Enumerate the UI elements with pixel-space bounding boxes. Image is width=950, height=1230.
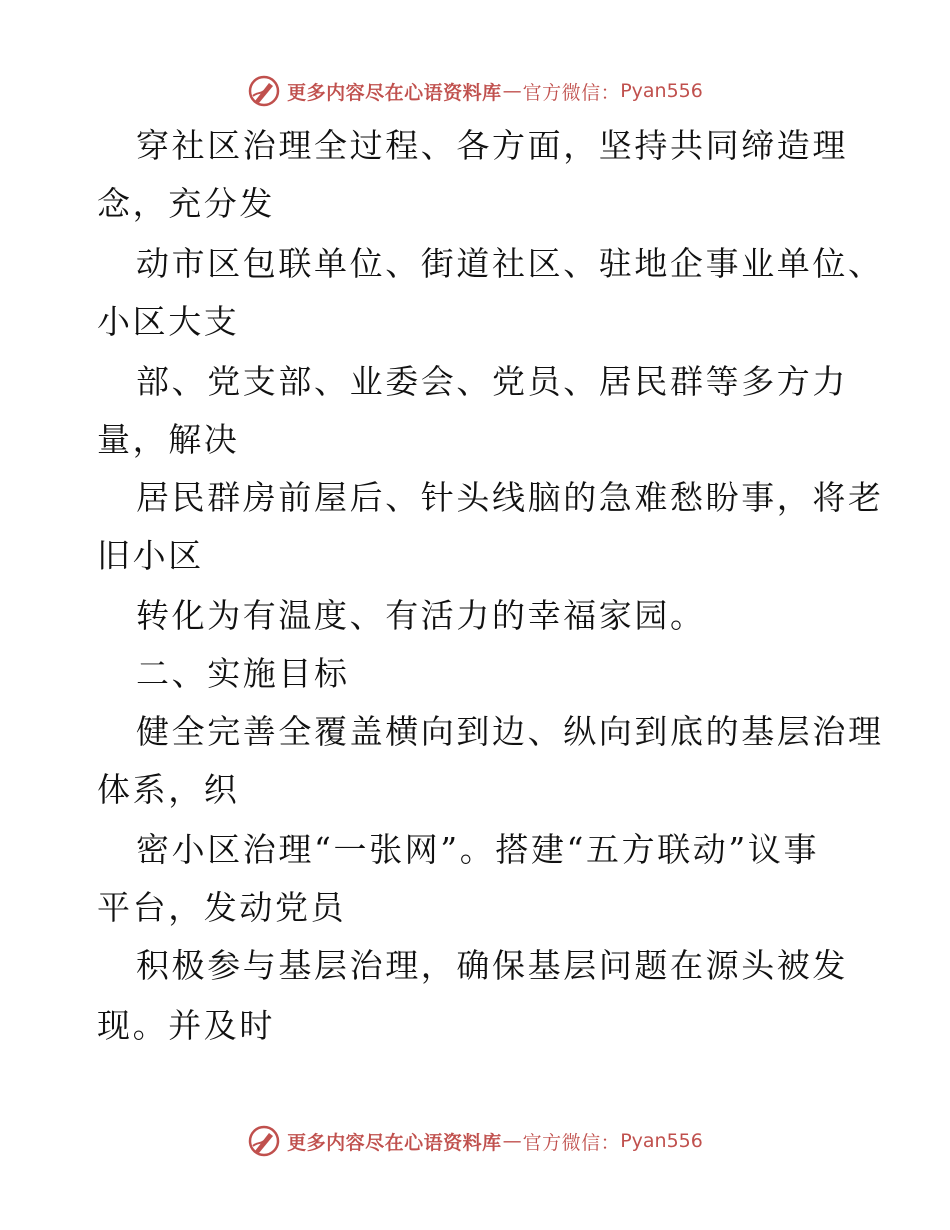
- watermark-contact-label: 官方微信：: [522, 1131, 621, 1154]
- body-line: 穿社区治理全过程、各方面，坚持共同缔造理: [136, 126, 848, 165]
- body-line: 小区大支: [97, 302, 240, 341]
- body-line: 平台，发动党员: [97, 888, 347, 927]
- watermark-dash: —: [502, 1130, 522, 1152]
- body-line: 部、党支部、业委会、党员、居民群等多方力: [136, 362, 848, 401]
- footer-watermark: [0, 1121, 950, 1161]
- watermark-handle: Pyan556: [620, 1130, 703, 1152]
- body-line: 体系，织: [97, 770, 240, 809]
- body-line: 积极参与基层治理，确保基层问题在源头被发: [136, 946, 848, 985]
- header-watermark: [0, 71, 950, 111]
- watermark-site-text: 更多内容尽在心语资料库: [287, 1131, 502, 1154]
- body-line: 健全完善全覆盖横向到边、纵向到底的基层治理: [136, 712, 884, 751]
- body-line: 量，解决: [97, 420, 240, 459]
- watermark-dash: —: [502, 80, 522, 102]
- watermark-handle: Pyan556: [620, 80, 703, 102]
- body-line: 居民群房前屋后、针头线脑的急难愁盼事，将老: [136, 478, 884, 517]
- body-line: 念，充分发: [97, 184, 275, 223]
- body-line: 现。并及时: [97, 1006, 275, 1045]
- quill-pen-logo-icon: [247, 1124, 281, 1158]
- body-line: 转化为有温度、有活力的幸福家园。: [136, 596, 706, 635]
- section-heading: 二、实施目标: [136, 654, 350, 693]
- watermark-contact-label: 官方微信：: [522, 81, 621, 104]
- body-line: 密小区治理“一张网”。搭建“五方联动”议事: [136, 830, 820, 869]
- watermark-site-text: 更多内容尽在心语资料库: [287, 81, 502, 104]
- body-line: 动市区包联单位、街道社区、驻地企事业单位、: [136, 244, 884, 283]
- quill-pen-logo-icon: [247, 74, 281, 108]
- body-line: 旧小区: [97, 536, 204, 575]
